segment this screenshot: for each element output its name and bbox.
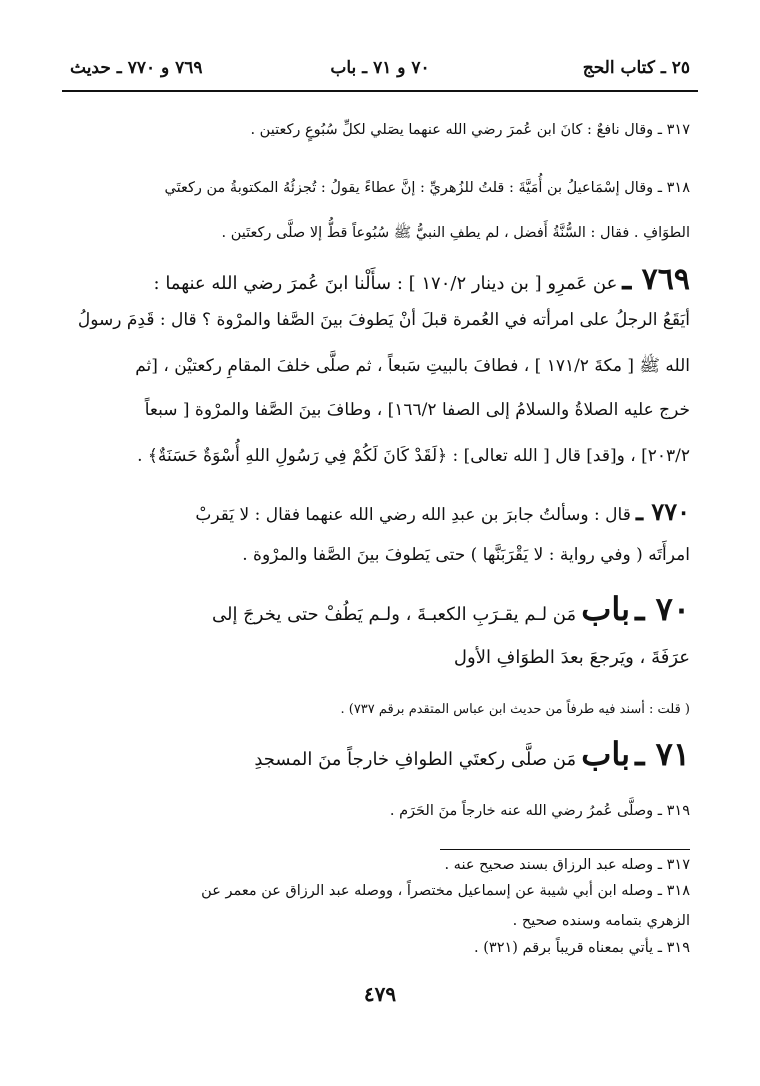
bab-71-word: باب (581, 735, 631, 773)
bab-70-number: ٧٠ ـ (635, 590, 690, 628)
hadith-770-line-1 (70, 497, 690, 526)
hadith-769-number: ٧٦٩ ـ (622, 262, 690, 297)
hadith-770-text-1: قال : وسألتُ جابرَ بن عبدِ الله رضي الله عنهما فقال : لا يَقربْ (195, 505, 631, 525)
bab-71-title: مَن صلَّى ركعتَي الطوافِ خارجاً منَ المسجدِ (254, 749, 577, 770)
page-number: ٤٧٩ (363, 982, 397, 1006)
section-header: ٧٠ و ٧١ ـ باب (330, 58, 430, 78)
bab-71-heading (70, 735, 690, 773)
hadith-769-text-1: عن عَمرِو [ بن دينار ١٧٠/٢ ] : سأَلْنا ابنَ عُمرَ رضي الله عنهما : (153, 273, 618, 294)
bab-71-number: ٧١ ـ (635, 735, 690, 773)
hadith-769-line-1 (70, 262, 690, 297)
hadith-769-line-3: الله ﷺ [ مكةَ ١٧١/٢ ] ، فطافَ بالبيتِ سَبعاً ، ثم صلَّى خلفَ المقامِ ركعتيْن ، [ثم (135, 356, 690, 376)
bab-70-word: باب (581, 590, 631, 628)
athar-319: ٣١٩ ـ وصلَّى عُمرُ رضي الله عنه خارجاً منَ الحَرَم . (389, 803, 690, 819)
hadith-769-line-4: خرج عليه الصلاةُ والسلامُ إلى الصفا ١٦٦/٢] ، وطافَ بينَ الصَّفا والمرْوة [ سبعاً (144, 400, 690, 420)
athar-317: ٣١٧ ـ وقال نافعٌ : كانَ ابن عُمرَ رضي الله عنهما يصَلي لكلِّ سُبُوعٍ ركعتين . (250, 122, 690, 138)
hadith-770-line-2: امرأَتَه ( وفي رواية : لا يَقْرَبَنَّها ) حتى يَطوفَ بينَ الصَّفا والمرْوة . (242, 545, 690, 565)
bab-70-note: ( قلت : أسند فيه طرفاً من حديث ابن عباس المتقدم برقم ٧٣٧) . (340, 702, 690, 717)
athar-318-line-2: الطوَافِ . فقال : السُّنَّةُ أَفضل ، لم يطفِ النبيُّ ﷺ سُبُوعاً قطُّ إلا صلَّى ركعتَين . (221, 225, 690, 241)
bab-70-title-1: مَن لـم يقـرَبِ الكعبـةَ ، ولـم يَطُفْ حتى يخرجَ إلى (211, 604, 577, 625)
bab-70-heading (70, 590, 690, 628)
footnote-rule (440, 849, 690, 850)
bab-70-title-2: عرَفَةَ ، ويَرجعَ بعدَ الطوَافِ الأول (453, 647, 690, 668)
hadith-769-line-5: ٢٠٣/٢] ، و[قد] قال [ الله تعالى] : ﴿لَقَدْ كَانَ لَكُمْ فِي رَسُولِ اللهِ أُسْوَةٌ حَسَنَةٌ﴾ . (137, 446, 690, 466)
hadith-769-line-2: أيَقَعُ الرجلُ على امرأته في العُمرة قبلَ أنْ يَطوفَ بينَ الصَّفا والمرْوة ؟ قال : قَدِمَ رسولُ (77, 310, 690, 330)
athar-318-line-1: ٣١٨ ـ وقال إسْمَاعيلُ بن أُمَيَّةَ : قلتُ للزُهريِّ : إنَّ عطاءً يقولُ : تُجزئُهُ المكتوبةُ من ركعتَي (164, 180, 690, 196)
footnote-319: ٣١٩ ـ يأتي بمعناه قريباً برقم (٣٢١) . (474, 940, 690, 956)
chapter-header: ٢٥ ـ كتاب الحج (582, 58, 690, 78)
footnote-318-line-2: الزهري بتمامه وسنده صحيح . (512, 913, 690, 929)
hadith-range-header: ٧٦٩ و ٧٧٠ ـ حديث (70, 58, 203, 78)
footnote-317: ٣١٧ ـ وصله عبد الرزاق بسند صحيح عنه . (444, 857, 690, 873)
footnote-318-line-1: ٣١٨ ـ وصله ابن أبي شيبة عن إسماعيل مختصراً ، ووصله عبد الرزاق عن معمر عن (201, 883, 690, 899)
hadith-770-number: ٧٧٠ ـ (635, 497, 690, 526)
header-rule (62, 90, 698, 92)
